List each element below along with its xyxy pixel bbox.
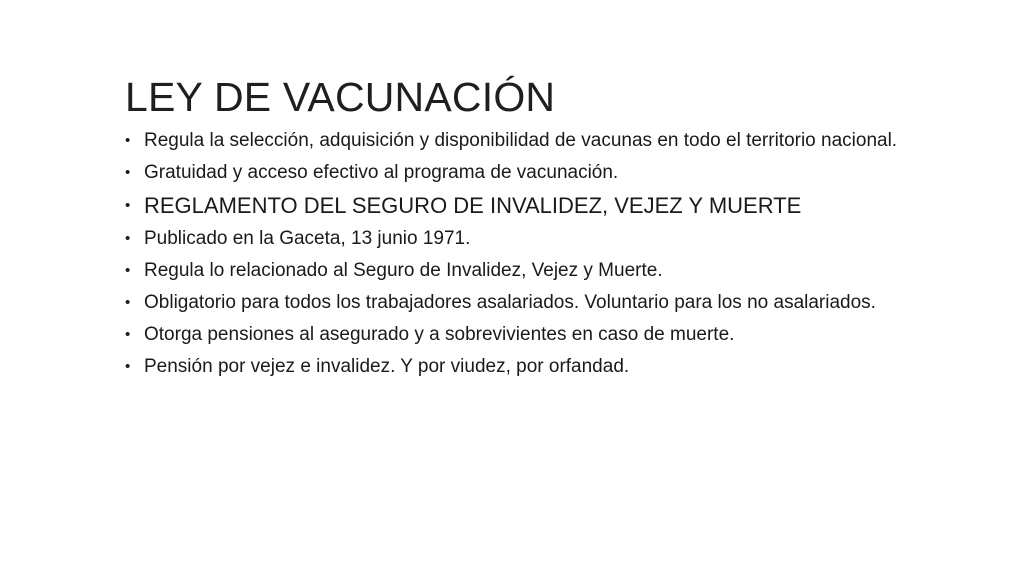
bullet-text: Gratuidad y acceso efectivo al programa de vacunación. [144,162,619,183]
bullet-icon: • [125,294,131,311]
bullet-item [125,356,925,377]
bullet-text: Otorga pensiones al asegurado y a sobrevivientes en caso de muerte. [144,324,735,345]
bullet-item [125,260,925,281]
bullet-item-heading [125,194,925,218]
bullet-icon: • [125,262,131,279]
bullet-icon: • [125,132,131,149]
bullet-item [125,228,925,249]
bullet-icon: • [125,164,131,181]
bullet-item [125,130,925,151]
bullet-icon: • [125,230,131,247]
bullet-text: Pensión por vejez e invalidez. Y por viudez, por orfandad. [144,356,630,377]
bullet-list [125,130,925,388]
bullet-item [125,324,925,345]
slide-title: LEY DE VACUNACIÓN [125,74,556,120]
bullet-icon: • [125,358,131,375]
bullet-text: Obligatorio para todos los trabajadores asalariados. Voluntario para los no asalariados. [144,292,876,313]
bullet-text: Publicado en la Gaceta, 13 junio 1971. [144,228,471,249]
bullet-item [125,292,925,313]
bullet-icon: • [125,326,131,343]
bullet-text: Regula lo relacionado al Seguro de Invalidez, Vejez y Muerte. [144,260,663,281]
bullet-item [125,162,925,183]
bullet-text: Regula la selección, adquisición y disponibilidad de vacunas en todo el territorio nacional. [144,130,898,151]
bullet-icon: • [125,197,131,214]
bullet-text: REGLAMENTO DEL SEGURO DE INVALIDEZ, VEJEZ Y MUERTE [144,193,802,218]
